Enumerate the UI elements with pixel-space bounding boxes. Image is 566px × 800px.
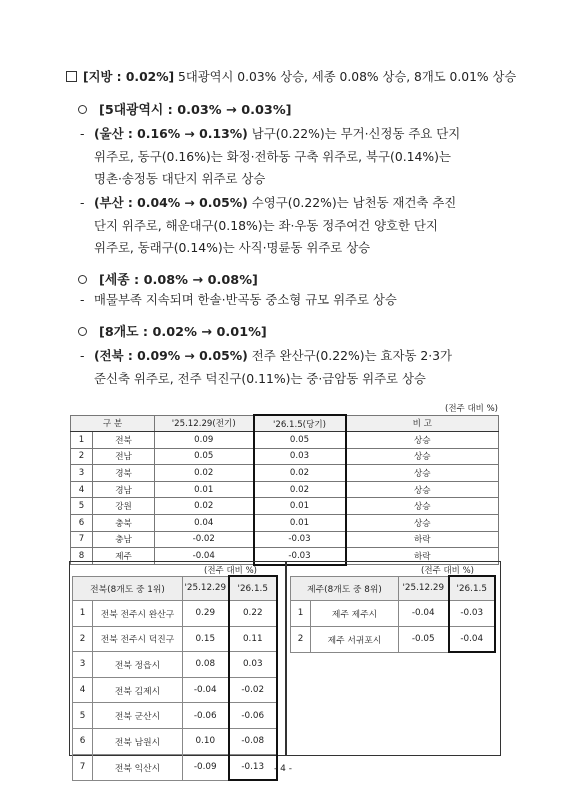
table-cell: -0.06 xyxy=(229,703,278,729)
page-number: - 4 - xyxy=(274,764,292,774)
table-cell: 4 xyxy=(71,481,93,498)
provinces-title: [8개도 : 0.02% → 0.01%] xyxy=(78,321,267,340)
header-cell: 비 고 xyxy=(346,415,499,432)
table-cell: 0.15 xyxy=(183,626,229,652)
header-cell: '25.12.29(전기) xyxy=(155,415,254,432)
table-cell: 0.02 xyxy=(254,465,346,482)
jeonbuk-label: (전북 : 0.09% → 0.05%) xyxy=(94,348,248,363)
table-cell: -0.03 xyxy=(449,601,496,627)
table-cell: 6 xyxy=(71,514,93,531)
table-cell: -0.06 xyxy=(183,703,229,729)
table-cell: -0.04 xyxy=(399,601,449,627)
main-table-unit: (전주 대비 %) xyxy=(445,404,498,414)
jeonbuk-paragraph: - (전북 : 0.09% → 0.05%) 전주 완산구(0.22%)는 효자동 2·3가 준신축 위주로, 전주 덕진구(0.11%)는 중·금암동 위주로 상승 xyxy=(80,345,500,390)
table-cell: 0.08 xyxy=(183,652,229,678)
left-table xyxy=(72,575,278,781)
left-table-header xyxy=(73,576,278,601)
table-cell: 전북 군산시 xyxy=(93,703,183,729)
ulsan-label: (울산 : 0.16% → 0.13%) xyxy=(94,126,248,141)
table-cell: 상승 xyxy=(346,498,499,515)
table-cell: -0.02 xyxy=(229,677,278,703)
dash-bullet: - xyxy=(80,292,85,307)
table-row xyxy=(73,728,278,754)
dash-bullet: - xyxy=(80,348,85,363)
table-cell: -0.05 xyxy=(399,626,449,652)
heading-label: [지방 : 0.02%] xyxy=(83,70,175,84)
table-cell: 상승 xyxy=(346,448,499,465)
table-row xyxy=(291,601,496,627)
table-row xyxy=(71,465,499,482)
table-cell: 하락 xyxy=(346,531,499,548)
checkbox-square-icon xyxy=(66,71,77,82)
circle-bullet-icon xyxy=(78,275,87,284)
header-cell: '26.1.5 xyxy=(229,576,278,601)
table-cell: 0.02 xyxy=(254,481,346,498)
table-cell: 0.10 xyxy=(183,728,229,754)
table-cell: 0.01 xyxy=(155,481,254,498)
table-cell: 0.09 xyxy=(155,432,254,449)
table-cell: 충북 xyxy=(93,514,155,531)
table-cell: 7 xyxy=(71,531,93,548)
table-cell: -0.08 xyxy=(229,728,278,754)
busan-label: (부산 : 0.04% → 0.05%) xyxy=(94,195,248,210)
table-cell: 전북 전주시 완산구 xyxy=(93,601,183,627)
table-cell: -0.09 xyxy=(183,754,229,780)
table-cell: 0.02 xyxy=(155,465,254,482)
table-cell: 경남 xyxy=(93,481,155,498)
sejong-paragraph: - 매물부족 지속되며 한솔·반곡동 중소형 규모 위주로 상승 xyxy=(80,289,500,312)
table-cell: 0.29 xyxy=(183,601,229,627)
table-row xyxy=(73,601,278,627)
table-row xyxy=(73,652,278,678)
table-row xyxy=(71,432,499,449)
table-cell: 상승 xyxy=(346,465,499,482)
table-cell: 5 xyxy=(71,498,93,515)
table-row xyxy=(291,626,496,652)
table-cell: 전북 전주시 덕진구 xyxy=(93,626,183,652)
table-cell: 상승 xyxy=(346,481,499,498)
sejong-title: [세종 : 0.08% → 0.08%] xyxy=(78,269,258,288)
table-cell: -0.04 xyxy=(449,626,496,652)
main-table xyxy=(70,414,499,566)
header-cell: '25.12.29 xyxy=(183,576,229,601)
table-cell: 전북 익산시 xyxy=(93,754,183,780)
table-cell: 1 xyxy=(73,601,93,627)
table-cell: 전북 xyxy=(93,432,155,449)
table-cell: 6 xyxy=(73,728,93,754)
table-cell: 0.01 xyxy=(254,498,346,515)
table-cell: 3 xyxy=(71,465,93,482)
table-cell: 7 xyxy=(73,754,93,780)
table-cell: 0.03 xyxy=(254,448,346,465)
table-row xyxy=(73,677,278,703)
table-cell: 상승 xyxy=(346,432,499,449)
table-cell: -0.13 xyxy=(229,754,278,780)
header-cell: 제주(8개도 중 8위) xyxy=(291,576,399,601)
heading-text: 5대광역시 0.03% 상승, 세종 0.08% 상승, 8개도 0.01% 상승 xyxy=(174,70,517,84)
table-cell: 제주 xyxy=(93,548,155,565)
table-cell: 1 xyxy=(291,601,311,627)
table-cell: 0.05 xyxy=(254,432,346,449)
header-cell: '26.1.5(당기) xyxy=(254,415,346,432)
table-cell: 전북 김제시 xyxy=(93,677,183,703)
table-cell: 0.11 xyxy=(229,626,278,652)
busan-paragraph: - (부산 : 0.04% → 0.05%) 수영구(0.22%)는 남천동 재건축 추진 단지 위주로, 해운대구(0.18%)는 좌·우동 정주여건 양호한 단지 위주로, 동래구(0.14%)는 사직·명륜동 위주로 상승 xyxy=(80,192,500,260)
table-cell: 0.04 xyxy=(155,514,254,531)
table-cell: 강원 xyxy=(93,498,155,515)
table-row xyxy=(71,448,499,465)
table-cell: 3 xyxy=(73,652,93,678)
header-cell: 구 분 xyxy=(71,415,155,432)
circle-bullet-icon xyxy=(78,105,87,114)
table-cell: 0.22 xyxy=(229,601,278,627)
table-cell: 2 xyxy=(73,626,93,652)
dash-bullet: - xyxy=(80,195,85,210)
ulsan-paragraph: - (울산 : 0.16% → 0.13%) 남구(0.22%)는 무거·신정동 주요 단지 위주로, 동구(0.16%)는 화정·전하동 구축 위주로, 북구(0.14%)는 명촌·송정동 대단지 위주로 상승 xyxy=(80,123,500,191)
table-cell: 전북 정읍시 xyxy=(93,652,183,678)
table-cell: 전북 남원시 xyxy=(93,728,183,754)
circle-bullet-icon xyxy=(78,327,87,336)
metro-title: [5대광역시 : 0.03% → 0.03%] xyxy=(78,99,292,118)
left-table-unit: (전주 대비 %) xyxy=(204,566,257,576)
table-cell: 상승 xyxy=(346,514,499,531)
table-cell: -0.02 xyxy=(155,531,254,548)
table-cell: 0.02 xyxy=(155,498,254,515)
table-cell: 5 xyxy=(73,703,93,729)
right-table xyxy=(290,575,496,653)
table-row xyxy=(71,481,499,498)
table-cell: 전남 xyxy=(93,448,155,465)
table-cell: -0.03 xyxy=(254,531,346,548)
table-cell: 4 xyxy=(73,677,93,703)
table-cell: 1 xyxy=(71,432,93,449)
main-table-header xyxy=(71,415,499,432)
table-cell: 0.03 xyxy=(229,652,278,678)
section-heading xyxy=(66,67,516,85)
table-row xyxy=(71,498,499,515)
table-cell: 하락 xyxy=(346,548,499,565)
table-row xyxy=(71,531,499,548)
table-row xyxy=(73,703,278,729)
table-cell: -0.04 xyxy=(155,548,254,565)
table-cell: 8 xyxy=(71,548,93,565)
table-cell: 2 xyxy=(291,626,311,652)
table-cell: 충남 xyxy=(93,531,155,548)
table-cell: 0.01 xyxy=(254,514,346,531)
table-cell: -0.03 xyxy=(254,548,346,565)
right-table-unit: (전주 대비 %) xyxy=(421,566,474,576)
header-cell: '26.1.5 xyxy=(449,576,496,601)
table-row xyxy=(71,514,499,531)
table-cell: 경북 xyxy=(93,465,155,482)
dash-bullet: - xyxy=(80,126,85,141)
header-cell: '25.12.29 xyxy=(399,576,449,601)
table-cell: -0.04 xyxy=(183,677,229,703)
table-cell: 제주 제주시 xyxy=(311,601,399,627)
table-row xyxy=(73,626,278,652)
right-table-header xyxy=(291,576,496,601)
table-cell: 0.05 xyxy=(155,448,254,465)
header-cell: 전북(8개도 중 1위) xyxy=(73,576,183,601)
table-cell: 제주 서귀포시 xyxy=(311,626,399,652)
table-cell: 2 xyxy=(71,448,93,465)
